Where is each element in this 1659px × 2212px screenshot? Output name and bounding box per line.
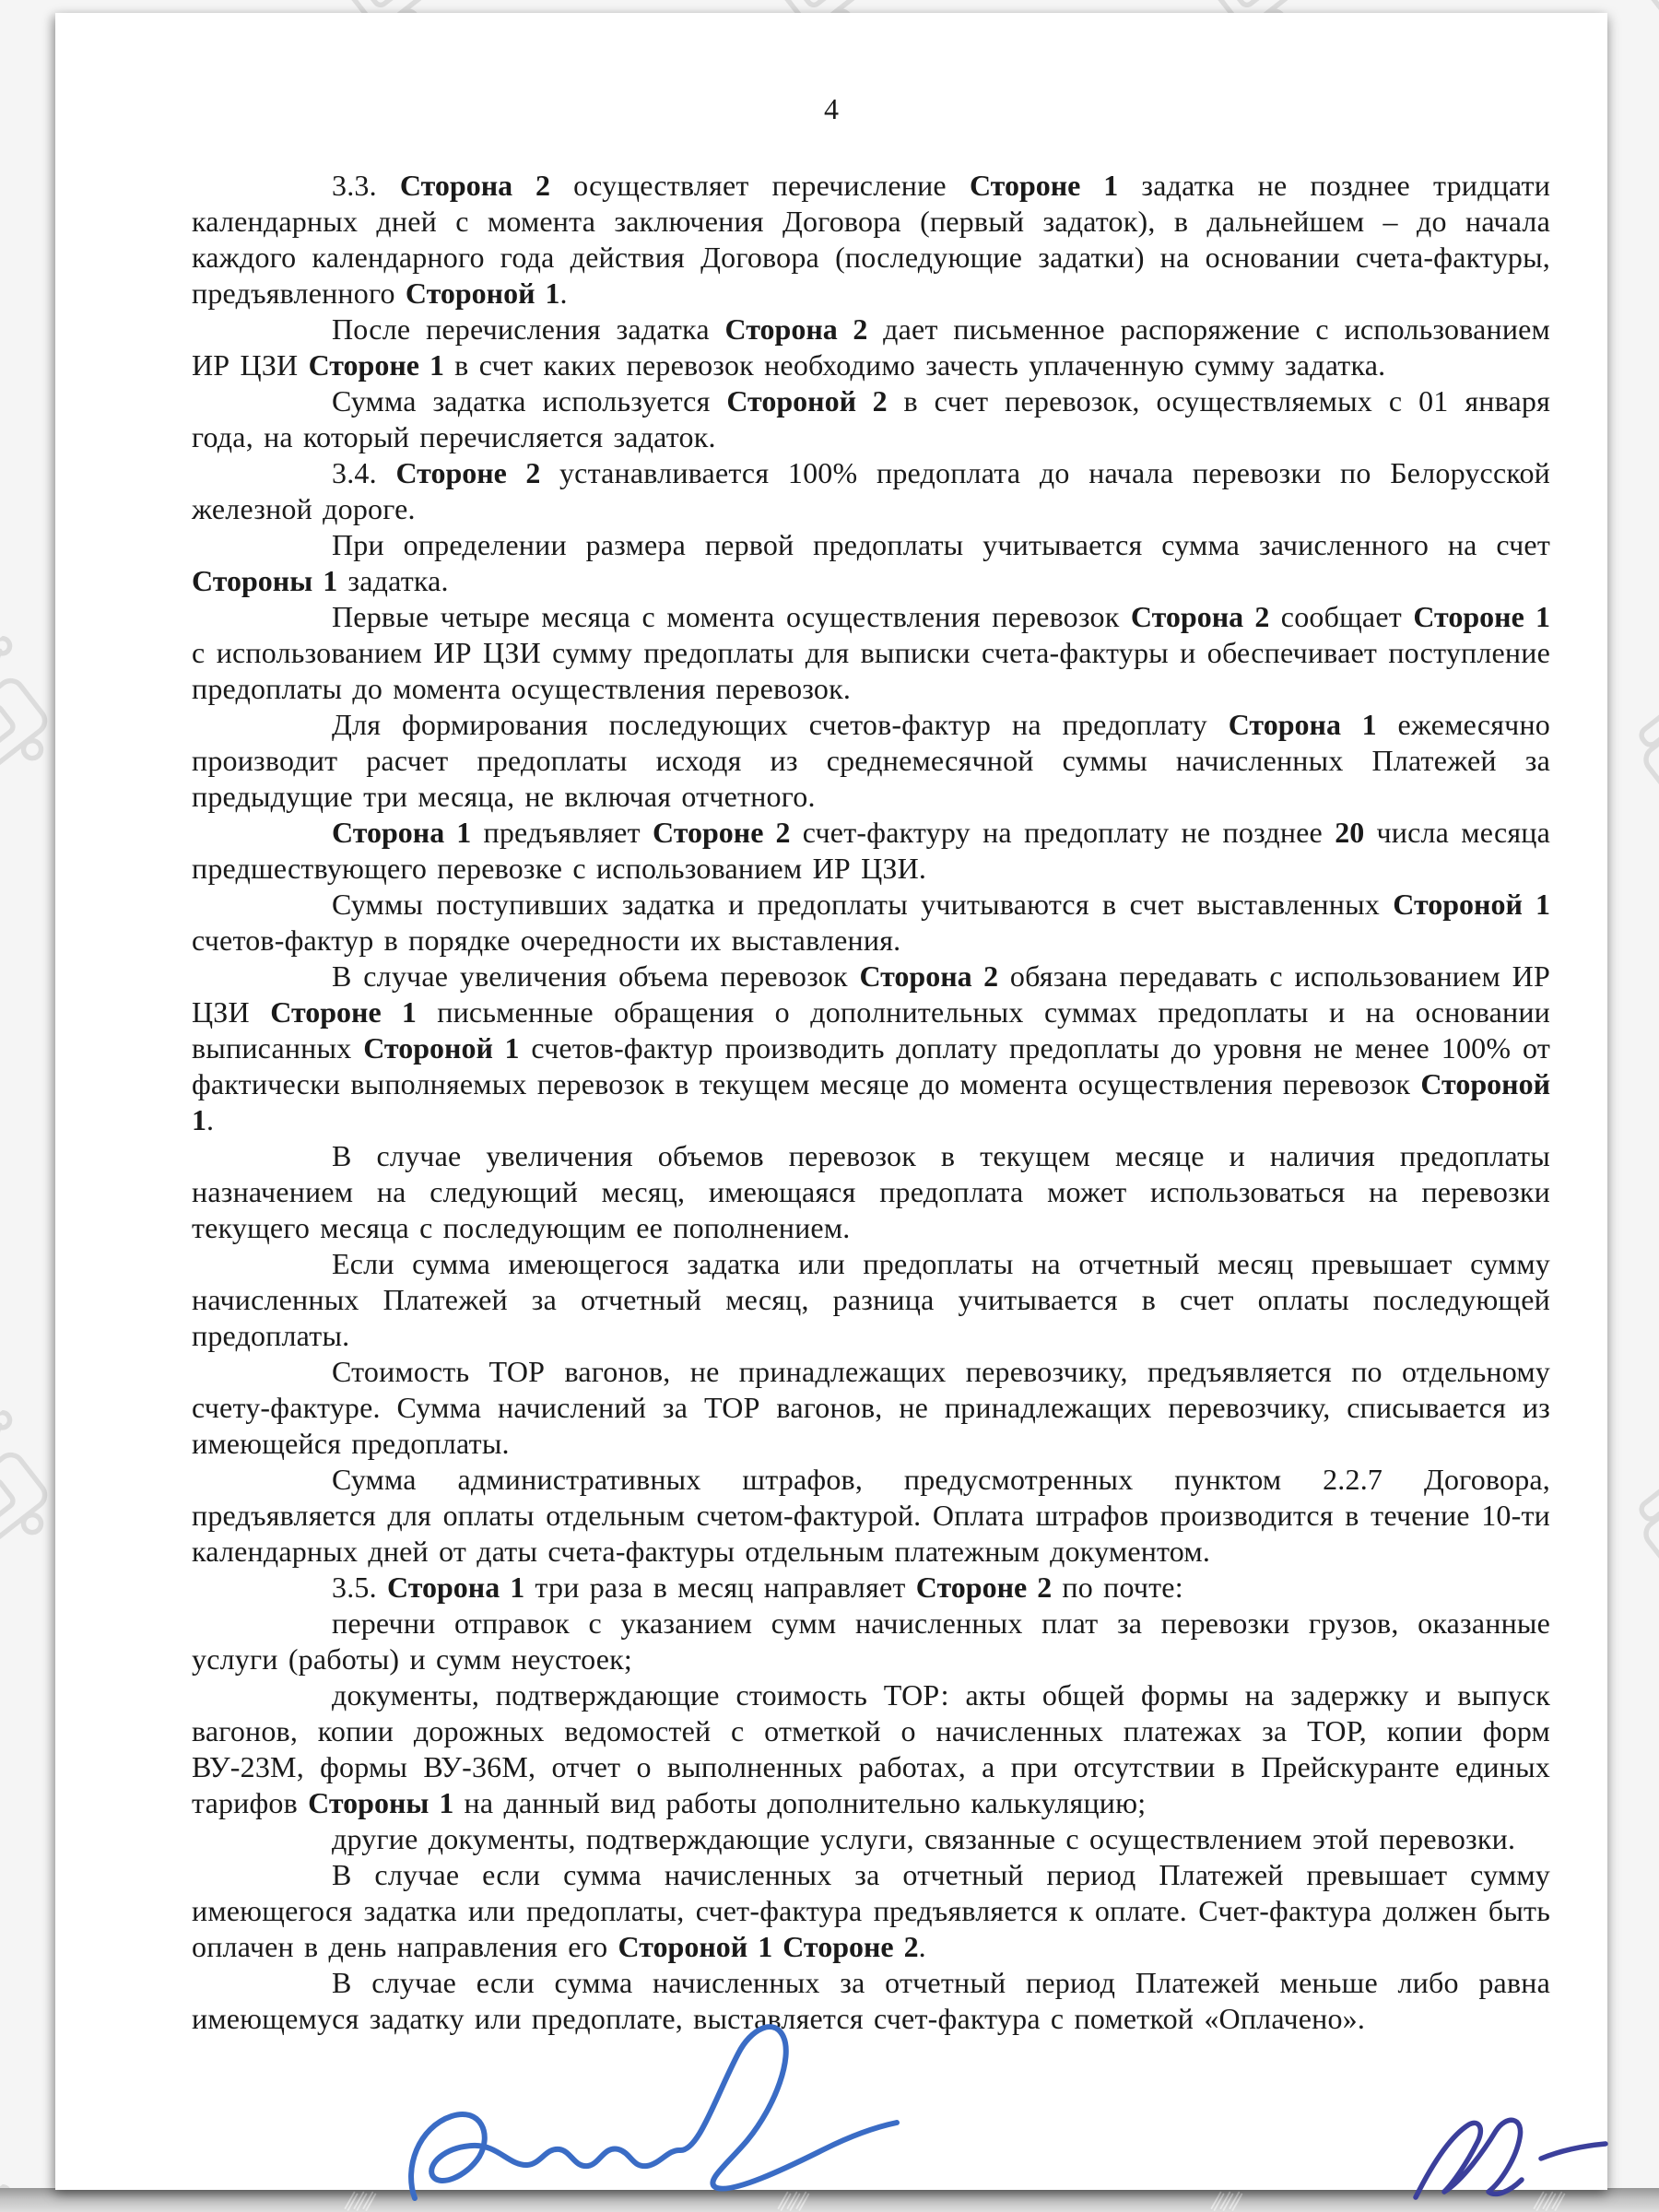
train-icon <box>1622 0 1659 24</box>
paragraph: Стоимость ТОР вагонов, не принадлежащих перевозчику, предъявляется по отдельному счету-фактуре. Сумма начислений за ТОР вагонов, не принадлежащих перевозчику, списывается из имеющейся предоплаты. <box>192 1355 1550 1460</box>
page-number: 4 <box>824 92 839 125</box>
paragraph: Первые четыре месяца с момента осуществления перевозок Сторона 2 сообщает Стороне 1 с использованием ИР ЦЗИ сумму предоплаты для выписки счета-фактуры и обеспечивает поступление предоплаты до момента осуществления перевозок. <box>192 600 1550 705</box>
signature-primary <box>387 2009 917 2212</box>
paragraph: В случае увеличения объемов перевозок в текущем месяце и наличия предоплаты назначением на следующий месяц, имеющаяся предоплата может использоваться на перевозки текущего месяца с последующим ее пополнением. <box>192 1139 1550 1244</box>
paragraph: При определении размера первой предоплаты учитывается сумма зачисленного на счет Стороны 1 задатка. <box>192 528 1550 597</box>
paragraph: Сумма задатка используется Стороной 2 в счет перевозок, осуществляемых с 01 января года, на который перечисляется задаток. <box>192 384 1551 453</box>
train-icon <box>1622 1447 1659 1572</box>
paragraph: документы, подтверждающие стоимость ТОР: акты общей формы на задержку и выпуск вагонов, копии дорожных ведомостей с отметкой о начисленных платежах за ТОР, копии форм ВУ-23М, формы ВУ-36М, отчет о выполненных работах, а при отсутствии в Прейскуранте единых тарифов Стороны 1 на данный вид работы дополнительно калькуляцию; <box>192 1678 1550 1819</box>
paragraph: другие документы, подтверждающие услуги, связанные с осуществлением этой перевозки. <box>332 1822 1516 1855</box>
paragraph: 3.4. Стороне 2 устанавливается 100% предоплата до начала перевозки по Белорусской железной дороге. <box>192 456 1551 525</box>
slash-marks-icon <box>341 2189 378 2212</box>
slash-marks-icon <box>774 2189 811 2212</box>
paragraph: 3.3. Сторона 2 осуществляет перечисление Стороне 1 задатка не позднее тридцати календарных дней с момента заключения Договора (первый задаток), в дальнейшем – до начала каждого календарного года действия Договора (последующие задатки) на основании счета-фактуры, предъявленного Стороной 1. <box>192 169 1551 310</box>
paragraph: 3.5. Сторона 1 три раза в месяц направляет Стороне 2 по почте: <box>332 1571 1183 1604</box>
paragraph: Сторона 1 предъявляет Стороне 2 счет-фактуру на предоплату не позднее 20 числа месяца предшествующего перевозке с использованием ИР ЦЗИ. <box>192 816 1551 885</box>
paragraph: перечни отправок с указанием сумм начисленных плат за перевозки грузов, оказанные услуги (работы) и сумм неустоек; <box>192 1606 1550 1676</box>
slash-marks-icon <box>1530 2189 1567 2212</box>
document-body <box>192 168 1550 2037</box>
paragraph: Если сумма имеющегося задатка или предоплаты на отчетный месяц превышает сумму начисленных Платежей за отчетный месяц, разница учитывается в счет оплаты последующей предоплаты. <box>192 1247 1550 1352</box>
slash-marks-icon <box>1207 2189 1244 2212</box>
train-icon <box>1622 673 1659 798</box>
paragraph: В случае увеличения объема перевозок Сторона 2 обязана передавать с использованием ИР ЦЗИ Стороне 1 письменные обращения о дополнительных суммах предоплаты и на основании выписанных Стороной 1 счетов-фактур производить доплату предоплаты до уровня не менее 100% от фактически выполняемых перевозок в текущем месяце до момента осуществления перевозок Стороной 1. <box>192 959 1551 1136</box>
scanner-shadow-band <box>0 2188 1659 2212</box>
paragraph: Суммы поступивших задатка и предоплаты учитываются в счет выставленных Стороной 1 счетов-фактур в порядке очередности их выставления. <box>192 888 1551 957</box>
paragraph: Сумма административных штрафов, предусмотренных пунктом 2.2.7 Договора, предъявляется для оплаты отдельным счетом-фактурой. Оплата штрафов производится в течение 10-ти календарных дней от даты счета-фактуры отдельным платежным документом. <box>192 1463 1550 1568</box>
document-page <box>55 13 1607 2190</box>
paragraph: После перечисления задатка Сторона 2 дает письменное распоряжение с использованием ИР ЦЗИ Стороне 1 в счет каких перевозок необходимо зачесть уплаченную сумму задатка. <box>192 312 1551 382</box>
paragraph: В случае если сумма начисленных за отчетный период Платежей превышает сумму имеющегося задатка или предоплаты, счет-фактура предъявляется к оплате. Счет-фактура должен быть оплачен в день направления его Стороной 1 Стороне 2. <box>192 1858 1550 1963</box>
paragraph: В случае если сумма начисленных за отчетный период Платежей меньше либо равна имеющемуся задатку или предоплате, выставляется счет-фактура с пометкой «Оплачено». <box>192 1966 1550 2035</box>
paragraph: Для формирования последующих счетов-фактур на предоплату Сторона 1 ежемесячно производит расчет предоплаты исходя из среднемесячной суммы начисленных Платежей за предыдущие три месяца, не включая отчетного. <box>192 708 1550 813</box>
